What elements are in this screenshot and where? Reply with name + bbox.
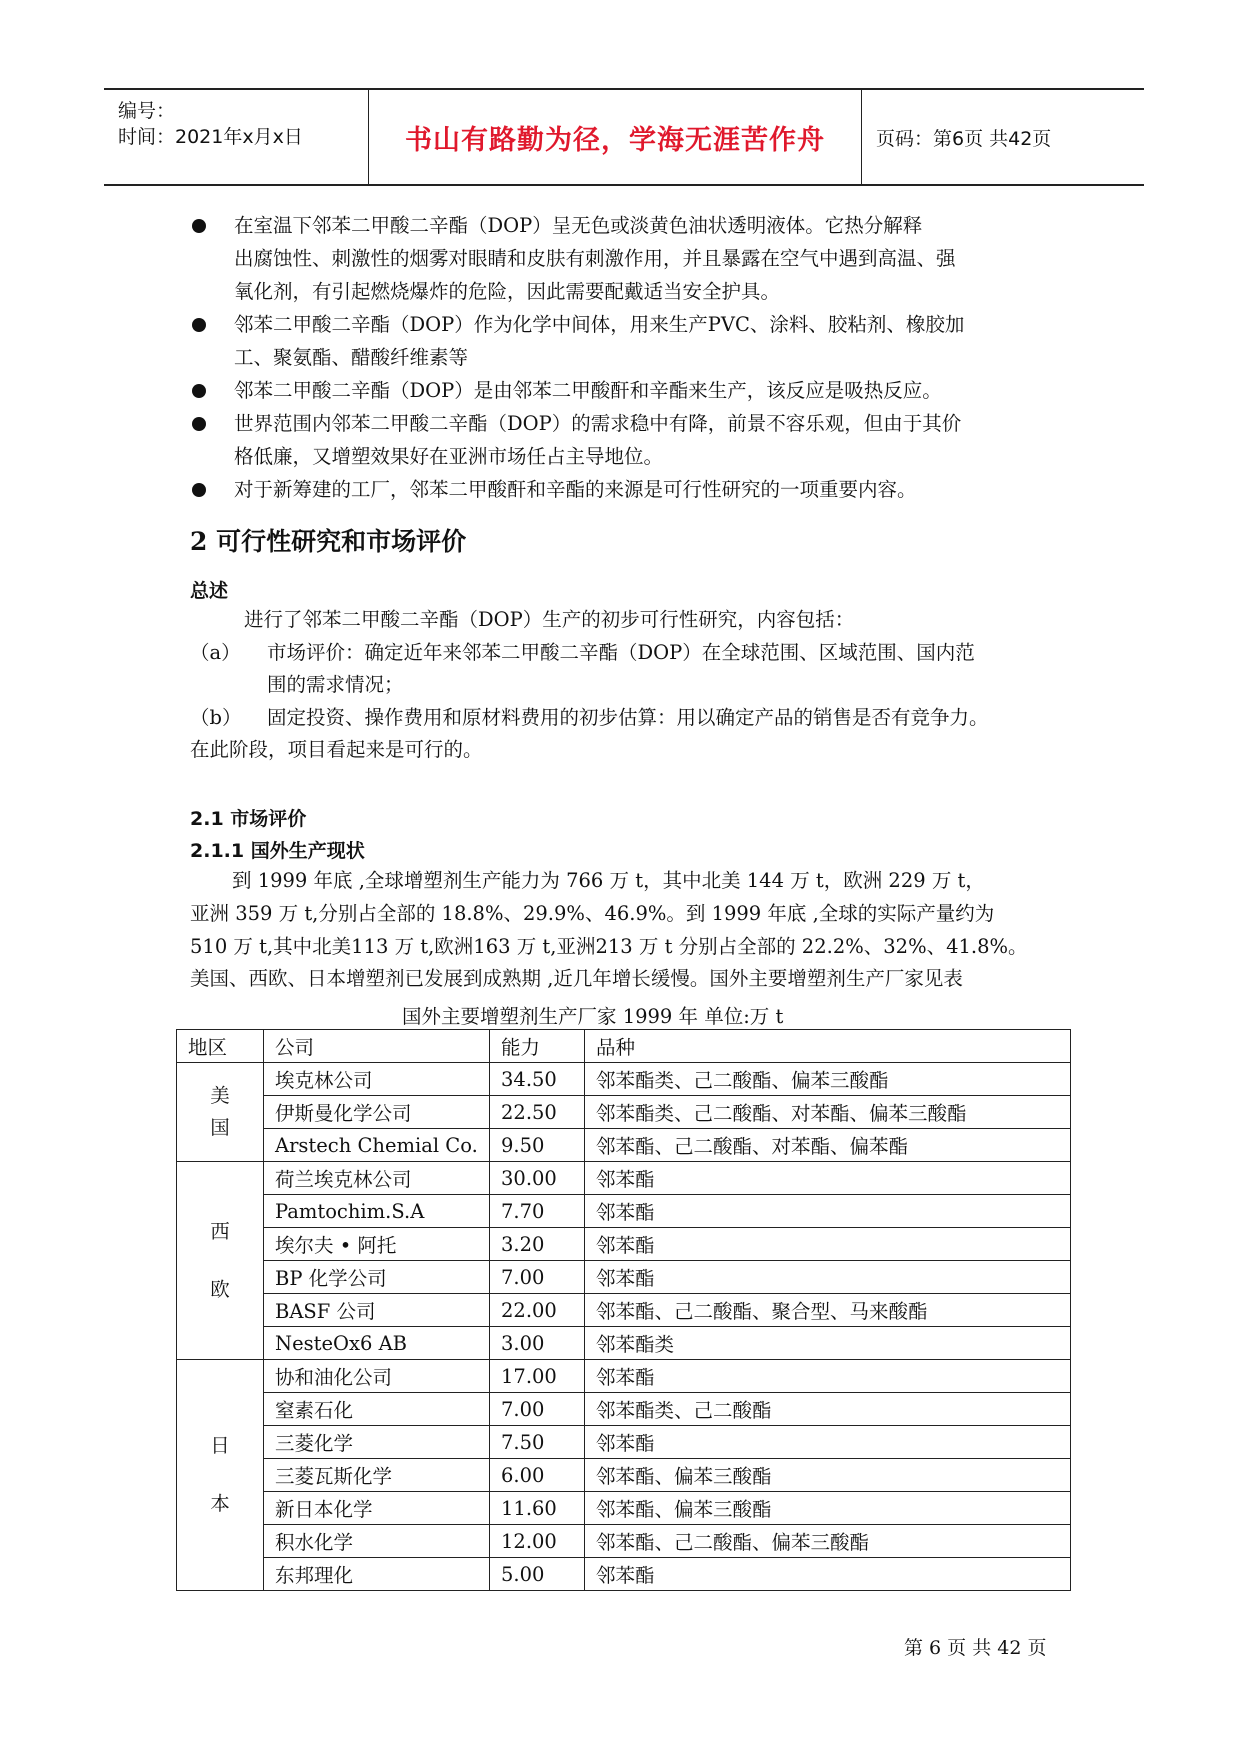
producers-table: [176, 1029, 1071, 1591]
bullet-4-line-2: 格低廉，又增塑效果好在亚洲市场任占主导地位。: [234, 445, 664, 468]
company-cell: BP 化学公司: [264, 1261, 490, 1294]
region-char: 美: [210, 1084, 230, 1107]
variety-cell: 邻苯酯类、己二酸酯、对苯酯、偏苯三酸酯: [585, 1096, 1071, 1129]
table-row: [177, 1096, 1071, 1129]
company-cell: 窒素石化: [264, 1393, 490, 1426]
capacity-cell: 22.50: [490, 1096, 585, 1129]
table-row: [177, 1459, 1071, 1492]
company-cell: 积水化学: [264, 1525, 490, 1558]
variety-cell: 邻苯酯: [585, 1162, 1071, 1195]
bullet-1-line-1: 在室温下邻苯二甲酸二辛酯（DOP）呈无色或淡黄色油状透明液体。它热分解释: [234, 214, 923, 237]
para-line-4: 美国、西欧、日本增塑剂已发展到成熟期 ,近几年增长缓慢。国外主要增塑剂生产厂家见表: [190, 967, 963, 990]
capacity-cell: 7.00: [490, 1393, 585, 1426]
page-header: [104, 88, 1144, 186]
variety-cell: 邻苯酯、己二酸酯、对苯酯、偏苯酯: [585, 1129, 1071, 1162]
company-cell: Arstech Chemial Co.: [264, 1129, 490, 1162]
region-char: 日: [210, 1434, 230, 1457]
company-cell: 三菱化学: [264, 1426, 490, 1459]
table-header-row: [177, 1030, 1071, 1063]
bullet-icon: [192, 417, 206, 431]
capacity-cell: 7.70: [490, 1195, 585, 1228]
variety-cell: 邻苯酯、己二酸酯、偏苯三酸酯: [585, 1525, 1071, 1558]
company-cell: 伊斯曼化学公司: [264, 1096, 490, 1129]
table-row: [177, 1558, 1071, 1591]
company-cell: 埃克林公司: [264, 1063, 490, 1096]
company-cell: 荷兰埃克林公司: [264, 1162, 490, 1195]
table-row: [177, 1492, 1071, 1525]
header-capacity: 能力: [490, 1030, 585, 1063]
region-japan: [177, 1360, 264, 1591]
bullet-2-line-1: 邻苯二甲酸二辛酯（DOP）作为化学中间体，用来生产PVC、涂料、胶粘剂、橡胶加: [234, 313, 965, 336]
table-caption: 国外主要增塑剂生产厂家 1999 年 单位:万 t: [402, 1005, 784, 1028]
item-b-label: （b）: [190, 706, 242, 729]
region-west-europe: [177, 1162, 264, 1360]
company-cell: 东邦理化: [264, 1558, 490, 1591]
variety-cell: 邻苯酯、己二酸酯、聚合型、马来酸酯: [585, 1294, 1071, 1327]
capacity-cell: 30.00: [490, 1162, 585, 1195]
bullet-icon: [192, 384, 206, 398]
item-a-line-1: 市场评价：确定近年来邻苯二甲酸二辛酯（DOP）在全球范围、区域范围、国内范: [267, 641, 975, 664]
variety-cell: 邻苯酯类、己二酸酯: [585, 1393, 1071, 1426]
bullet-3-line-1: 邻苯二甲酸二辛酯（DOP）是由邻苯二甲酸酐和辛酯来生产，该反应是吸热反应。: [234, 379, 942, 402]
region-char: 本: [210, 1492, 230, 1515]
table-row: [177, 1261, 1071, 1294]
para-line-3: 510 万 t,其中北美113 万 t,欧洲163 万 t,亚洲213 万 t 分别占全部的 22.2%、32%、41.8%。: [190, 935, 1028, 958]
para-line-2: 亚洲 359 万 t,分别占全部的 18.8%、29.9%、46.9%。到 1999 年底 ,全球的实际产量约为: [190, 902, 995, 925]
company-cell: 协和油化公司: [264, 1360, 490, 1393]
header-variety: 品种: [585, 1030, 1071, 1063]
capacity-cell: 3.00: [490, 1327, 585, 1360]
variety-cell: 邻苯酯、偏苯三酸酯: [585, 1492, 1071, 1525]
header-meta: [104, 90, 369, 184]
motto: 书山有路勤为径，学海无涯苦作舟: [405, 124, 825, 156]
capacity-cell: 5.00: [490, 1558, 585, 1591]
summary-intro: 进行了邻苯二甲酸二辛酯（DOP）生产的初步可行性研究，内容包括：: [244, 608, 855, 631]
capacity-cell: 12.00: [490, 1525, 585, 1558]
header-motto-cell: [369, 90, 862, 184]
variety-cell: 邻苯酯: [585, 1360, 1071, 1393]
capacity-cell: 6.00: [490, 1459, 585, 1492]
header-region: 地区: [177, 1030, 264, 1063]
variety-cell: 邻苯酯: [585, 1261, 1071, 1294]
region-char: 国: [210, 1116, 230, 1139]
bullet-1-line-3: 氧化剂，有引起燃烧爆炸的危险，因此需要配戴适当安全护具。: [234, 280, 781, 303]
table-row: [177, 1393, 1071, 1426]
region-char: 欧: [210, 1277, 230, 1301]
region-usa: [177, 1063, 264, 1162]
table-row: [177, 1063, 1071, 1096]
variety-cell: 邻苯酯: [585, 1558, 1071, 1591]
company-cell: Pamtochim.S.A: [264, 1195, 490, 1228]
capacity-cell: 17.00: [490, 1360, 585, 1393]
bullet-5-line-1: 对于新筹建的工厂，邻苯二甲酸酐和辛酯的来源是可行性研究的一项重要内容。: [234, 478, 917, 501]
capacity-cell: 22.00: [490, 1294, 585, 1327]
time-line: 时间：2021年x月x日: [118, 126, 303, 148]
capacity-cell: 3.20: [490, 1228, 585, 1261]
conclusion: 在此阶段，项目看起来是可行的。: [190, 738, 483, 761]
capacity-cell: 7.00: [490, 1261, 585, 1294]
capacity-cell: 7.50: [490, 1426, 585, 1459]
table-row: [177, 1162, 1071, 1195]
bullet-icon: [192, 483, 206, 497]
variety-cell: 邻苯酯、偏苯三酸酯: [585, 1459, 1071, 1492]
capacity-cell: 9.50: [490, 1129, 585, 1162]
table-row: [177, 1525, 1071, 1558]
table-row: [177, 1327, 1071, 1360]
section-2-title: 2 可行性研究和市场评价: [190, 527, 467, 556]
bullet-icon: [192, 318, 206, 332]
bullet-icon: [192, 219, 206, 233]
summary-title: 总述: [190, 580, 229, 602]
bullet-4-line-1: 世界范围内邻苯二甲酸二辛酯（DOP）的需求稳中有降，前景不容乐观，但由于其价: [234, 412, 962, 435]
variety-cell: 邻苯酯: [585, 1228, 1071, 1261]
capacity-cell: 34.50: [490, 1063, 585, 1096]
table-row: [177, 1129, 1071, 1162]
header-company: 公司: [264, 1030, 490, 1063]
table-row: [177, 1294, 1071, 1327]
bullet-2-line-2: 工、聚氨酯、醋酸纤维素等: [234, 346, 469, 369]
para-line-1: 到 1999 年底 ,全球增塑剂生产能力为 766 万 t，其中北美 144 万 t，欧洲 229 万 t，: [232, 869, 985, 892]
table-row: [177, 1228, 1071, 1261]
item-a-line-2: 围的需求情况；: [267, 673, 404, 696]
section-2-1-1-title: 2.1.1 国外生产现状: [190, 840, 365, 862]
table-row: [177, 1360, 1071, 1393]
section-2-1-title: 2.1 市场评价: [190, 808, 307, 830]
item-a-label: （a）: [190, 641, 241, 664]
capacity-cell: 11.60: [490, 1492, 585, 1525]
company-cell: 埃尔夫 • 阿托: [264, 1228, 490, 1261]
number-label: 编号：: [118, 100, 176, 122]
page-code: 页码：第6页 共42页: [876, 127, 1052, 150]
table-row: [177, 1195, 1071, 1228]
variety-cell: 邻苯酯类、己二酸酯、偏苯三酸酯: [585, 1063, 1071, 1096]
item-b-line-1: 固定投资、操作费用和原材料费用的初步估算：用以确定产品的销售是否有竞争力。: [267, 706, 989, 729]
bullet-1-line-2: 出腐蚀性、刺激性的烟雾对眼睛和皮肤有刺激作用，并且暴露在空气中遇到高温、强: [234, 247, 956, 270]
variety-cell: 邻苯酯: [585, 1195, 1071, 1228]
company-cell: BASF 公司: [264, 1294, 490, 1327]
page-footer: 第 6 页 共 42 页: [904, 1637, 1047, 1659]
header-page-cell: [862, 90, 1144, 184]
variety-cell: 邻苯酯类: [585, 1327, 1071, 1360]
region-char: 西: [210, 1219, 230, 1243]
company-cell: 新日本化学: [264, 1492, 490, 1525]
table-row: [177, 1426, 1071, 1459]
company-cell: 三菱瓦斯化学: [264, 1459, 490, 1492]
variety-cell: 邻苯酯: [585, 1426, 1071, 1459]
company-cell: NesteOx6 AB: [264, 1327, 490, 1360]
